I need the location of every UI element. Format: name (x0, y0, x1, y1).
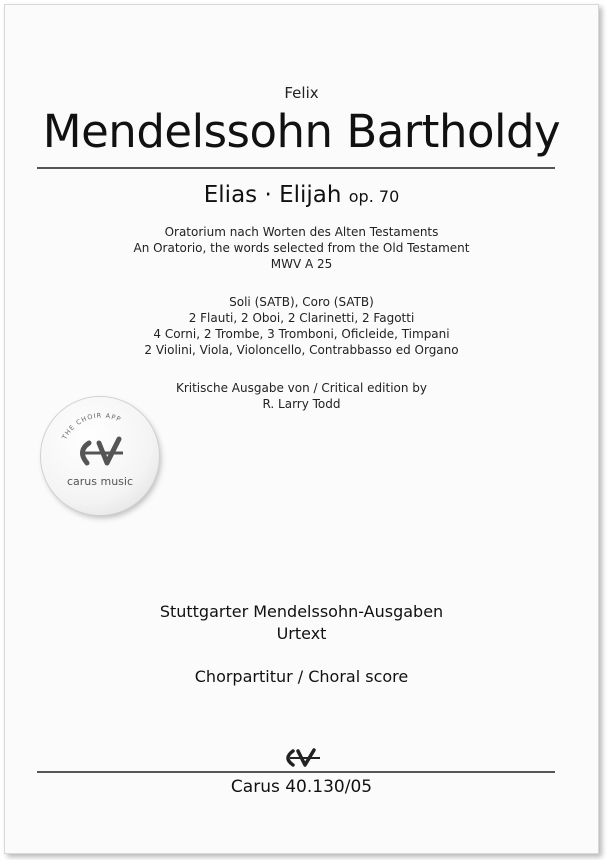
urtext-label: Urtext (276, 624, 327, 643)
critical-edition-label: Kritische Ausgabe von / Critical edition by (175, 381, 428, 395)
publisher-catalog-number: Carus 40.130/05 (230, 777, 373, 797)
work-title-text: Elias · Elijah (203, 182, 342, 208)
choir-app-badge[interactable] (41, 397, 159, 515)
work-title (5, 182, 598, 208)
subtitle-english: An Oratorio, the words selected from the Old Testament (133, 241, 470, 255)
carus-cv-logo-icon (41, 397, 159, 515)
composer-last-name: Mendelssohn Bartholdy (42, 105, 561, 158)
score-cover (4, 4, 599, 854)
series-name: Stuttgarter Mendelssohn-Ausgaben (159, 602, 444, 621)
badge-brand: carus music (66, 475, 134, 488)
carus-logo-icon (280, 748, 322, 768)
badge-arc-text: THE CHOIR APP (60, 411, 123, 441)
opus-number: op. 70 (348, 187, 400, 206)
svg-text:THE CHOIR APP (60, 411, 123, 441)
instrumentation-line: 2 Flauti, 2 Oboi, 2 Clarinetti, 2 Fagotti (188, 311, 415, 325)
score-type: Chorpartitur / Choral score (194, 667, 409, 686)
catalog-number-mwv: MWV A 25 (270, 257, 333, 271)
instrumentation-line: Soli (SATB), Coro (SATB) (229, 295, 374, 309)
bottom-divider (37, 771, 555, 773)
subtitle-german: Oratorium nach Worten des Alten Testaments (164, 225, 439, 239)
editor-name: R. Larry Todd (262, 397, 341, 411)
instrumentation-line: 4 Corni, 2 Trombe, 3 Tromboni, Oficleide, Timpani (153, 327, 450, 341)
composer-first-name: Felix (284, 84, 319, 102)
title-divider (37, 167, 555, 169)
instrumentation-line: 2 Violini, Viola, Violoncello, Contrabbasso ed Organo (144, 343, 459, 357)
